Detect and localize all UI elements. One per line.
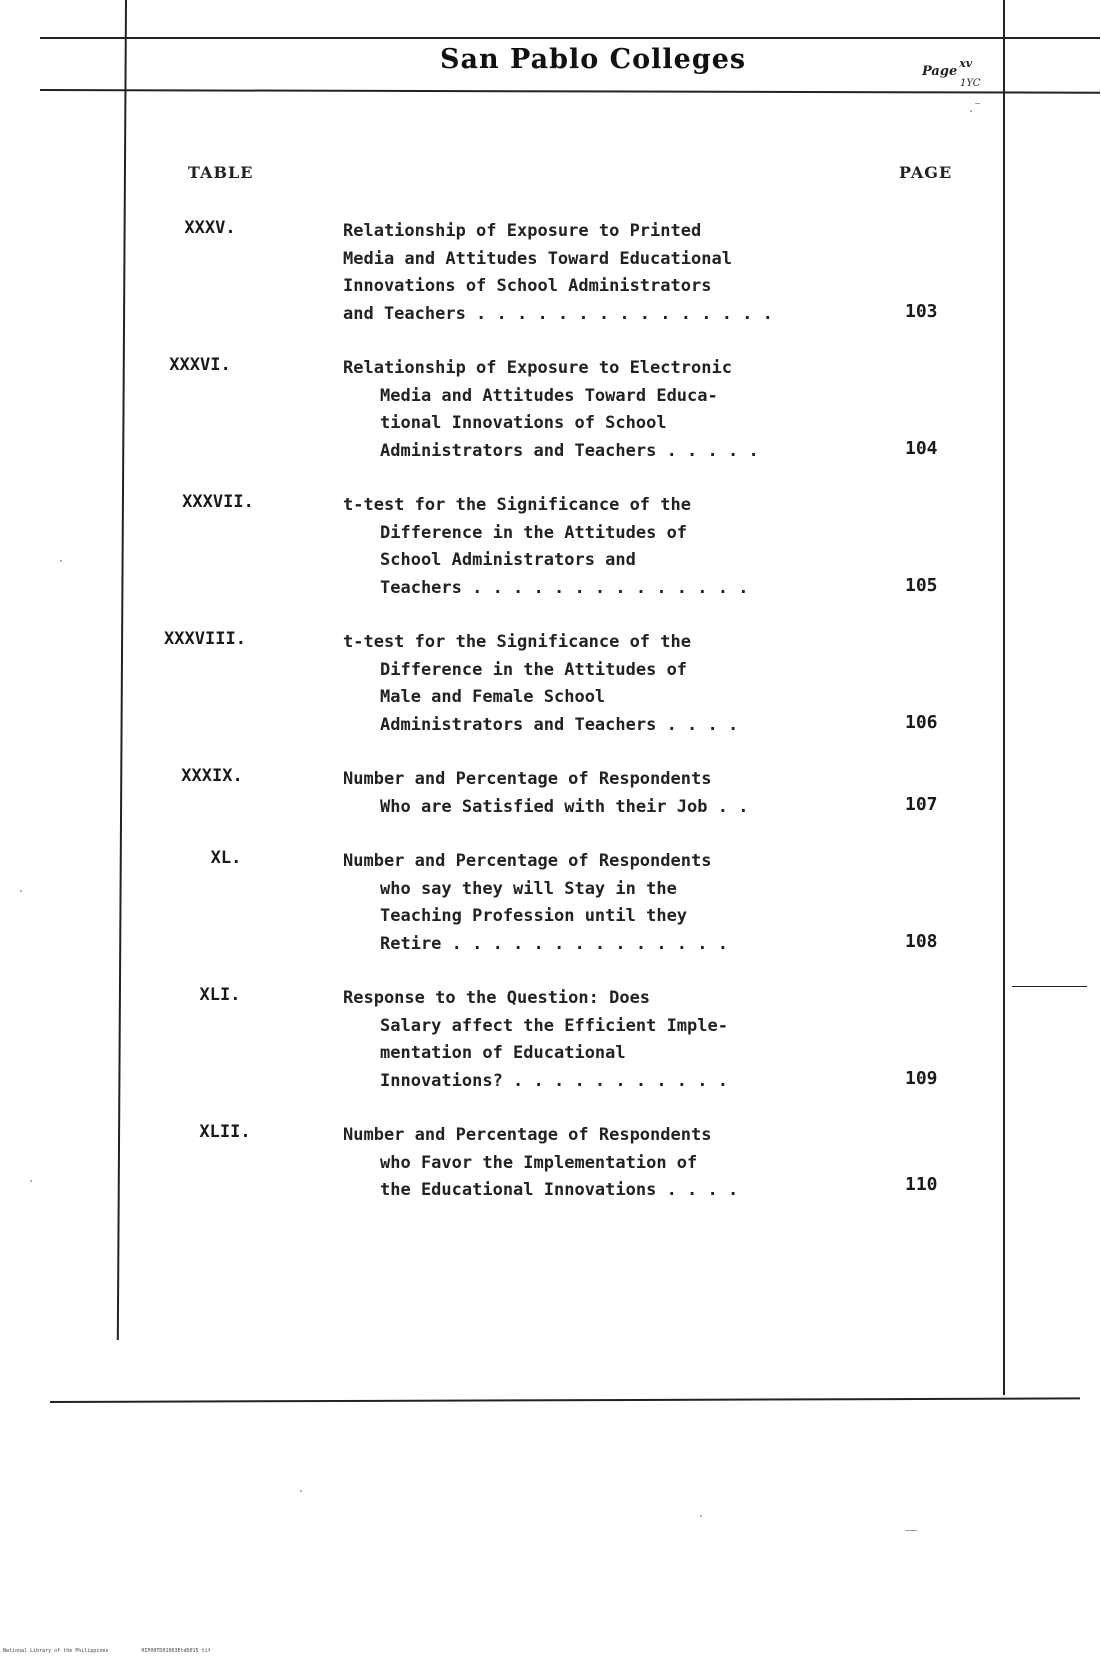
table-number: XL. (210, 848, 242, 868)
title-line: Number and Percentage of Respondents (343, 851, 712, 871)
title-line: Innovations? . . . . . . . . . . . (380, 1070, 728, 1091)
table-number: XXXIX. (181, 766, 243, 786)
entry-title (343, 629, 738, 739)
table-number: XXXVI. (169, 355, 231, 375)
page-number-cell: 105 (905, 575, 938, 596)
left-border-rule (117, 0, 127, 1340)
scan-speck (970, 110, 972, 112)
entry-title (343, 355, 759, 465)
page-reference (922, 57, 981, 89)
page-number-cell: 107 (905, 794, 938, 815)
title-line: Media and Attitudes Toward Educational (343, 248, 732, 269)
title-line: and Teachers . . . . . . . . . . . . . . . (343, 303, 773, 324)
page-title: San Pablo Colleges (440, 44, 747, 75)
scan-speck (30, 1180, 32, 1182)
page-number-cell: 109 (905, 1068, 938, 1089)
title-line: who Favor the Implementation of (380, 1152, 698, 1173)
page-column-header: PAGE (899, 163, 953, 182)
title-line: Number and Percentage of Respondents (343, 1125, 712, 1145)
title-line: Teachers . . . . . . . . . . . . . . (380, 577, 749, 598)
margin-tick-rule (1012, 986, 1087, 987)
scan-speck (20, 890, 22, 892)
scan-speck (300, 1490, 302, 1492)
entry-title (343, 1122, 738, 1205)
title-line: Administrators and Teachers . . . . (380, 714, 739, 735)
title-line: Teaching Profession until they (380, 906, 688, 926)
scan-speck (905, 1530, 917, 1531)
page-number-cell: 106 (905, 712, 938, 733)
scan-footer (3, 1648, 241, 1654)
title-line: Retire . . . . . . . . . . . . . . (380, 933, 728, 954)
title-line: mentation of Educational (380, 1043, 626, 1063)
header-bottom-rule (40, 89, 1100, 94)
page-number-cell: 108 (905, 931, 938, 952)
header-top-rule (40, 37, 1100, 39)
table-number: XXXVII. (182, 492, 254, 512)
scan-speck (975, 103, 980, 104)
title-line: who say they will Stay in the (380, 878, 677, 899)
title-line: Salary affect the Efficient Imple- (380, 1015, 728, 1036)
right-border-rule (1003, 0, 1005, 1395)
title-line: t-test for the Significance of the (343, 632, 691, 652)
table-number: XLII. (199, 1122, 251, 1142)
title-line: Response to the Question: Does (343, 988, 651, 1008)
title-line: Who are Satisfied with their Job . . (380, 796, 749, 817)
title-line: the Educational Innovations . . . . (380, 1180, 739, 1200)
scan-speck (700, 1515, 702, 1517)
page-label: Page (922, 64, 958, 79)
title-line: Media and Attitudes Toward Educa- (380, 385, 718, 406)
title-line: Difference in the Attitudes of (380, 522, 688, 543)
title-line: Difference in the Attitudes of (380, 659, 688, 680)
entry-title (343, 492, 748, 602)
page-number-cell: 110 (905, 1174, 938, 1195)
table-column-header: TABLE (188, 163, 254, 182)
title-line: Number and Percentage of Respondents (343, 769, 712, 789)
title-line: School Administrators and (380, 550, 636, 570)
table-number: XLI. (199, 985, 241, 1005)
title-line: Male and Female School (380, 687, 606, 707)
title-line: t-test for the Significance of the (343, 495, 691, 515)
title-line: tional Innovations of School (380, 413, 667, 433)
title-line: Administrators and Teachers . . . . . (380, 440, 759, 461)
scan-speck (60, 560, 62, 562)
entry-title (343, 766, 748, 821)
title-line: Relationship of Exposure to Electronic (343, 358, 732, 378)
table-number: XXXV. (184, 218, 236, 238)
page-note: 1YC (960, 78, 981, 89)
footer-library: National Library of the Philippines (3, 1648, 109, 1654)
entry-title (343, 848, 728, 958)
bottom-rule (50, 1397, 1080, 1403)
page-number-cell: 103 (905, 301, 938, 322)
entry-title (343, 218, 773, 328)
title-line: Innovations of School Administrators (343, 276, 712, 296)
page-number-cell: 104 (905, 438, 938, 459)
entry-title (343, 985, 728, 1095)
table-number: XXXVIII. (164, 629, 246, 649)
title-line: Relationship of Exposure to Printed (343, 221, 702, 241)
footer-file: HIP00TD01063EtdD015 tif (141, 1648, 211, 1654)
page-number: xv (959, 57, 973, 70)
